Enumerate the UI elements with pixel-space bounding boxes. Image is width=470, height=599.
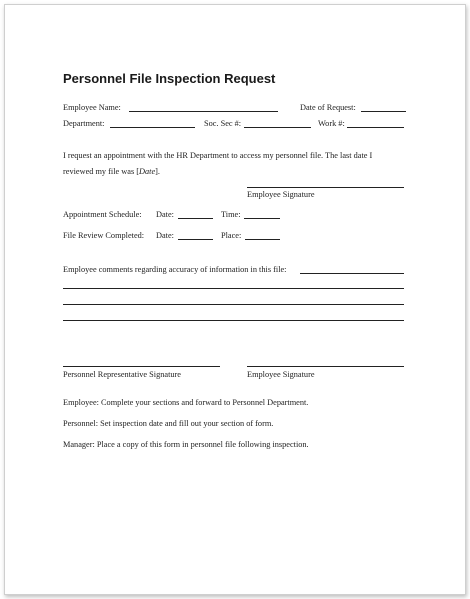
form-title: Personnel File Inspection Request <box>63 71 276 86</box>
comments-field-line-2[interactable] <box>63 288 404 289</box>
employee-signature-line-2[interactable] <box>247 366 404 367</box>
comments-field-line-3[interactable] <box>63 304 404 305</box>
instruction-personnel: Personnel: Set inspection date and fill out your section of form. <box>63 419 274 428</box>
comments-field-line-4[interactable] <box>63 320 404 321</box>
department-field[interactable] <box>110 127 195 128</box>
soc-sec-field[interactable] <box>244 127 311 128</box>
request-line-2 <box>63 164 408 180</box>
appointment-date-field[interactable] <box>178 218 213 219</box>
work-label: Work #: <box>318 119 345 128</box>
soc-sec-label: Soc. Sec #: <box>204 119 242 128</box>
date-of-request-label: Date of Request: <box>300 103 356 112</box>
instruction-employee: Employee: Complete your sections and forward to Personnel Department. <box>63 398 309 407</box>
employee-signature-line[interactable] <box>247 187 404 188</box>
instruction-manager: Manager: Place a copy of this form in personnel file following inspection. <box>63 440 309 449</box>
appointment-date-label: Date: <box>156 210 174 219</box>
employee-name-field[interactable] <box>129 111 278 112</box>
date-of-request-field[interactable] <box>361 111 406 112</box>
review-date-label: Date: <box>156 231 174 240</box>
employee-signature-label: Employee Signature <box>247 190 315 199</box>
comments-label: Employee comments regarding accuracy of information in this file: <box>63 265 287 274</box>
appointment-time-field[interactable] <box>244 218 280 219</box>
request-line-2-prefix: reviewed my file was [ <box>63 167 140 176</box>
rep-signature-line[interactable] <box>63 366 220 367</box>
request-line-1: I request an appointment with the HR Department to access my personnel file. The last date I <box>63 151 373 160</box>
employee-name-label: Employee Name: <box>63 103 121 112</box>
file-review-label: File Review Completed: <box>63 231 145 240</box>
department-label: Department: <box>63 119 105 128</box>
appointment-time-label: Time: <box>221 210 241 219</box>
employee-signature-label-2: Employee Signature <box>247 370 315 379</box>
last-review-date-placeholder: Date <box>139 167 156 176</box>
place-field[interactable] <box>245 239 280 240</box>
place-label: Place: <box>221 231 242 240</box>
rep-signature-label: Personnel Representative Signature <box>63 370 181 379</box>
comments-field-line-1[interactable] <box>300 273 404 274</box>
appointment-schedule-label: Appointment Schedule: <box>63 210 142 219</box>
request-line-2-suffix: ]. <box>155 167 161 176</box>
work-number-field[interactable] <box>347 127 404 128</box>
form-page <box>4 4 466 595</box>
review-date-field[interactable] <box>178 239 213 240</box>
request-paragraph <box>63 148 408 180</box>
